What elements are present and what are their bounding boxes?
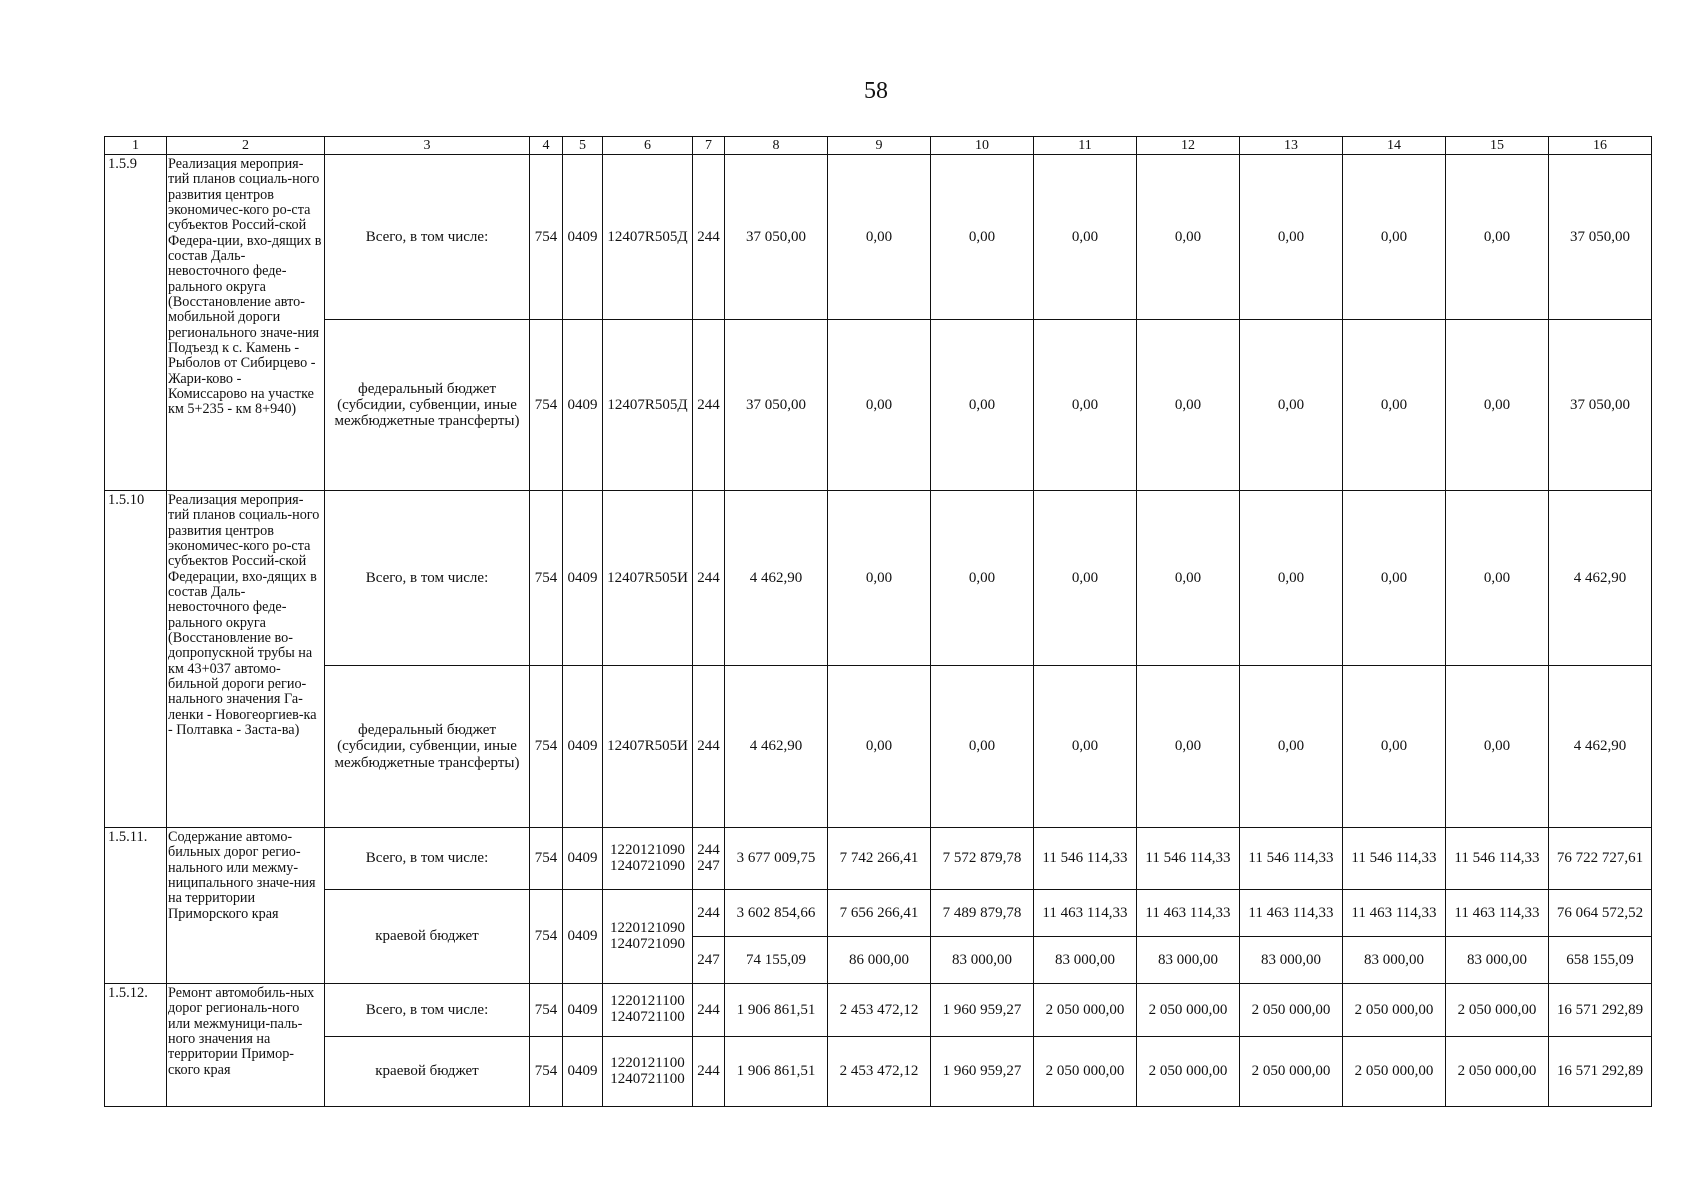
col-10: 7 572 879,78: [931, 828, 1034, 890]
column-number: 7: [693, 137, 725, 155]
col-4: 754: [530, 890, 563, 984]
table-row: [105, 320, 1652, 491]
col-16: 4 462,90: [1549, 666, 1652, 828]
col-15: 11 463 114,33: [1446, 890, 1549, 937]
funding-source: краевой бюджет: [325, 890, 530, 984]
col-4: 754: [530, 666, 563, 828]
col-9: 0,00: [828, 155, 931, 320]
col-14: 11 463 114,33: [1343, 890, 1446, 937]
item-code: 1.5.11.: [105, 828, 167, 984]
col-12: 0,00: [1137, 666, 1240, 828]
col-14: 2 050 000,00: [1343, 1037, 1446, 1107]
col-8: 1 906 861,51: [725, 984, 828, 1037]
col-8: 1 906 861,51: [725, 1037, 828, 1107]
col-6: [603, 890, 693, 984]
col-13: 11 463 114,33: [1240, 890, 1343, 937]
table-row: [105, 491, 1652, 666]
col-5: 0409: [563, 1037, 603, 1107]
table-row: [105, 828, 1652, 890]
col-11: 0,00: [1034, 491, 1137, 666]
col-5: 0409: [563, 320, 603, 491]
item-description: Ремонт автомобиль-ных дорог региональ-ного или межмуници-паль-ного значения на территории Примор-ского края: [167, 984, 325, 1107]
funding-source: Всего, в том числе:: [325, 491, 530, 666]
col-9: 2 453 472,12: [828, 984, 931, 1037]
column-number: 15: [1446, 137, 1549, 155]
col-15: 0,00: [1446, 320, 1549, 491]
funding-source: Всего, в том числе:: [325, 155, 530, 320]
col-14: 0,00: [1343, 155, 1446, 320]
col-4: 754: [530, 984, 563, 1037]
column-number: 14: [1343, 137, 1446, 155]
col-13: 11 546 114,33: [1240, 828, 1343, 890]
col-7: 244: [693, 320, 725, 491]
column-number: 8: [725, 137, 828, 155]
col-7: 244: [693, 1037, 725, 1107]
col-11: 0,00: [1034, 320, 1137, 491]
col-13: 0,00: [1240, 666, 1343, 828]
col-13: 0,00: [1240, 155, 1343, 320]
page-number: 58: [864, 78, 888, 104]
col-16: 37 050,00: [1549, 155, 1652, 320]
table-row: [105, 1037, 1652, 1107]
kbk-line: 1220121090: [610, 841, 685, 858]
column-number-row: [105, 137, 1652, 155]
kbk-line: 1220121090: [610, 919, 685, 936]
col-11: 2 050 000,00: [1034, 1037, 1137, 1107]
col-7: 247: [693, 937, 725, 984]
col-6: 12407R505Д: [603, 320, 693, 491]
table-row: [105, 890, 1652, 937]
col-6: 12407R505И: [603, 491, 693, 666]
col-9: 0,00: [828, 320, 931, 491]
col-15: 2 050 000,00: [1446, 1037, 1549, 1107]
table-row: [105, 666, 1652, 828]
col-6: 12407R505И: [603, 666, 693, 828]
col-16: 16 571 292,89: [1549, 1037, 1652, 1107]
col-15: 0,00: [1446, 666, 1549, 828]
funding-source: Всего, в том числе:: [325, 984, 530, 1037]
column-number: 11: [1034, 137, 1137, 155]
col-13: 2 050 000,00: [1240, 984, 1343, 1037]
col-6: [603, 984, 693, 1037]
col-8: 3 602 854,66: [725, 890, 828, 937]
col-13: 0,00: [1240, 491, 1343, 666]
column-number: 4: [530, 137, 563, 155]
kbk-line: 1240721090: [610, 935, 685, 952]
col-7: 244: [693, 890, 725, 937]
col-11: 11 463 114,33: [1034, 890, 1137, 937]
col-6: [603, 1037, 693, 1107]
col-16: 76 722 727,61: [1549, 828, 1652, 890]
col-12: 2 050 000,00: [1137, 1037, 1240, 1107]
col-7: 244: [693, 491, 725, 666]
col-10: 0,00: [931, 491, 1034, 666]
col-13: 0,00: [1240, 320, 1343, 491]
funding-source: Всего, в том числе:: [325, 828, 530, 890]
col-15: 0,00: [1446, 491, 1549, 666]
col-6: [603, 828, 693, 890]
col-11: 0,00: [1034, 155, 1137, 320]
col-7: 244: [693, 984, 725, 1037]
col-9: 7 742 266,41: [828, 828, 931, 890]
column-number: 5: [563, 137, 603, 155]
col-8: 37 050,00: [725, 155, 828, 320]
col-14: 11 546 114,33: [1343, 828, 1446, 890]
item-code: 1.5.9: [105, 155, 167, 491]
col-9: 7 656 266,41: [828, 890, 931, 937]
col-6: 12407R505Д: [603, 155, 693, 320]
col-13: 83 000,00: [1240, 937, 1343, 984]
col-13: 2 050 000,00: [1240, 1037, 1343, 1107]
col-16: 76 064 572,52: [1549, 890, 1652, 937]
col-5: 0409: [563, 828, 603, 890]
column-number: 3: [325, 137, 530, 155]
kbk-line: 1220121100: [610, 1054, 685, 1071]
col-5: 0409: [563, 155, 603, 320]
col-5: 0409: [563, 890, 603, 984]
col-11: 2 050 000,00: [1034, 984, 1137, 1037]
col-16: 37 050,00: [1549, 320, 1652, 491]
column-number: 13: [1240, 137, 1343, 155]
col-11: 0,00: [1034, 666, 1137, 828]
col-4: 754: [530, 828, 563, 890]
kbk-line: 1240721100: [610, 1070, 685, 1087]
col-10: 0,00: [931, 320, 1034, 491]
item-code: 1.5.10: [105, 491, 167, 828]
column-number: 9: [828, 137, 931, 155]
col-15: 2 050 000,00: [1446, 984, 1549, 1037]
col-15: 11 546 114,33: [1446, 828, 1549, 890]
col-7: 244: [693, 666, 725, 828]
table-row: [105, 155, 1652, 320]
col-5: 0409: [563, 491, 603, 666]
col-9: 86 000,00: [828, 937, 931, 984]
col-12: 0,00: [1137, 320, 1240, 491]
col-10: 1 960 959,27: [931, 984, 1034, 1037]
col-4: 754: [530, 155, 563, 320]
col-16: 16 571 292,89: [1549, 984, 1652, 1037]
kvr-line: 247: [697, 857, 720, 874]
col-16: 4 462,90: [1549, 491, 1652, 666]
column-number: 1: [105, 137, 167, 155]
col-14: 0,00: [1343, 666, 1446, 828]
col-10: 0,00: [931, 666, 1034, 828]
col-12: 2 050 000,00: [1137, 984, 1240, 1037]
item-description: Содержание автомо-бильных дорог регио-нального или межму-ниципального значе-ния на территории Приморского края: [167, 828, 325, 984]
col-4: 754: [530, 1037, 563, 1107]
col-15: 0,00: [1446, 155, 1549, 320]
col-12: 0,00: [1137, 491, 1240, 666]
col-7: [693, 828, 725, 890]
column-number: 16: [1549, 137, 1652, 155]
col-8: 3 677 009,75: [725, 828, 828, 890]
column-number: 12: [1137, 137, 1240, 155]
col-15: 83 000,00: [1446, 937, 1549, 984]
funding-source: федеральный бюджет (субсидии, субвенции, иные межбюджетные трансферты): [325, 666, 530, 828]
col-14: 0,00: [1343, 491, 1446, 666]
col-5: 0409: [563, 666, 603, 828]
column-number: 2: [167, 137, 325, 155]
funding-source: федеральный бюджет (субсидии, субвенции, иные межбюджетные трансферты): [325, 320, 530, 491]
col-10: 7 489 879,78: [931, 890, 1034, 937]
col-9: 2 453 472,12: [828, 1037, 931, 1107]
col-12: 83 000,00: [1137, 937, 1240, 984]
col-5: 0409: [563, 984, 603, 1037]
col-7: 244: [693, 155, 725, 320]
col-16: 658 155,09: [1549, 937, 1652, 984]
col-11: 83 000,00: [1034, 937, 1137, 984]
col-4: 754: [530, 320, 563, 491]
column-number: 10: [931, 137, 1034, 155]
col-14: 83 000,00: [1343, 937, 1446, 984]
table-row: [105, 984, 1652, 1037]
col-4: 754: [530, 491, 563, 666]
item-description: Реализация мероприя-тий планов социаль-ного развития центров экономичес-кого ро-ста субъектов Россий-ской Федера-ции, вхо-дящих в состав Даль-невосточного феде-рального округа (Восстановление авто-мобильной дороги регионального значе-ния Подъезд к с. Камень - Рыболов от Сибирцево - Жари-ково - Комиссарово на участке км 5+235 - км 8+940): [167, 155, 325, 491]
col-11: 11 546 114,33: [1034, 828, 1137, 890]
col-10: 0,00: [931, 155, 1034, 320]
kbk-line: 1220121100: [610, 993, 685, 1010]
col-10: 1 960 959,27: [931, 1037, 1034, 1107]
col-8: 37 050,00: [725, 320, 828, 491]
item-code: 1.5.12.: [105, 984, 167, 1107]
col-8: 74 155,09: [725, 937, 828, 984]
col-8: 4 462,90: [725, 666, 828, 828]
col-9: 0,00: [828, 666, 931, 828]
col-12: 11 463 114,33: [1137, 890, 1240, 937]
col-14: 0,00: [1343, 320, 1446, 491]
col-8: 4 462,90: [725, 491, 828, 666]
funding-source: краевой бюджет: [325, 1037, 530, 1107]
column-number: 6: [603, 137, 693, 155]
col-12: 0,00: [1137, 155, 1240, 320]
col-12: 11 546 114,33: [1137, 828, 1240, 890]
col-9: 0,00: [828, 491, 931, 666]
kvr-line: 244: [697, 841, 720, 858]
col-14: 2 050 000,00: [1343, 984, 1446, 1037]
col-10: 83 000,00: [931, 937, 1034, 984]
kbk-line: 1240721100: [610, 1009, 685, 1025]
kbk-line: 1240721090: [610, 857, 685, 874]
item-description: Реализация мероприя-тий планов социаль-ного развития центров экономичес-кого ро-ста субъектов Россий-ской Федерации, вхо-дящих в состав Даль-невосточного феде-рального округа (Восстановление во-допропускной трубы на км 43+037 автомо-бильной дороги регио-нального значения Га-ленки - Новогеоргиев-ка - Полтавка - Заста-ва): [167, 491, 325, 828]
budget-table: [104, 136, 1652, 1107]
